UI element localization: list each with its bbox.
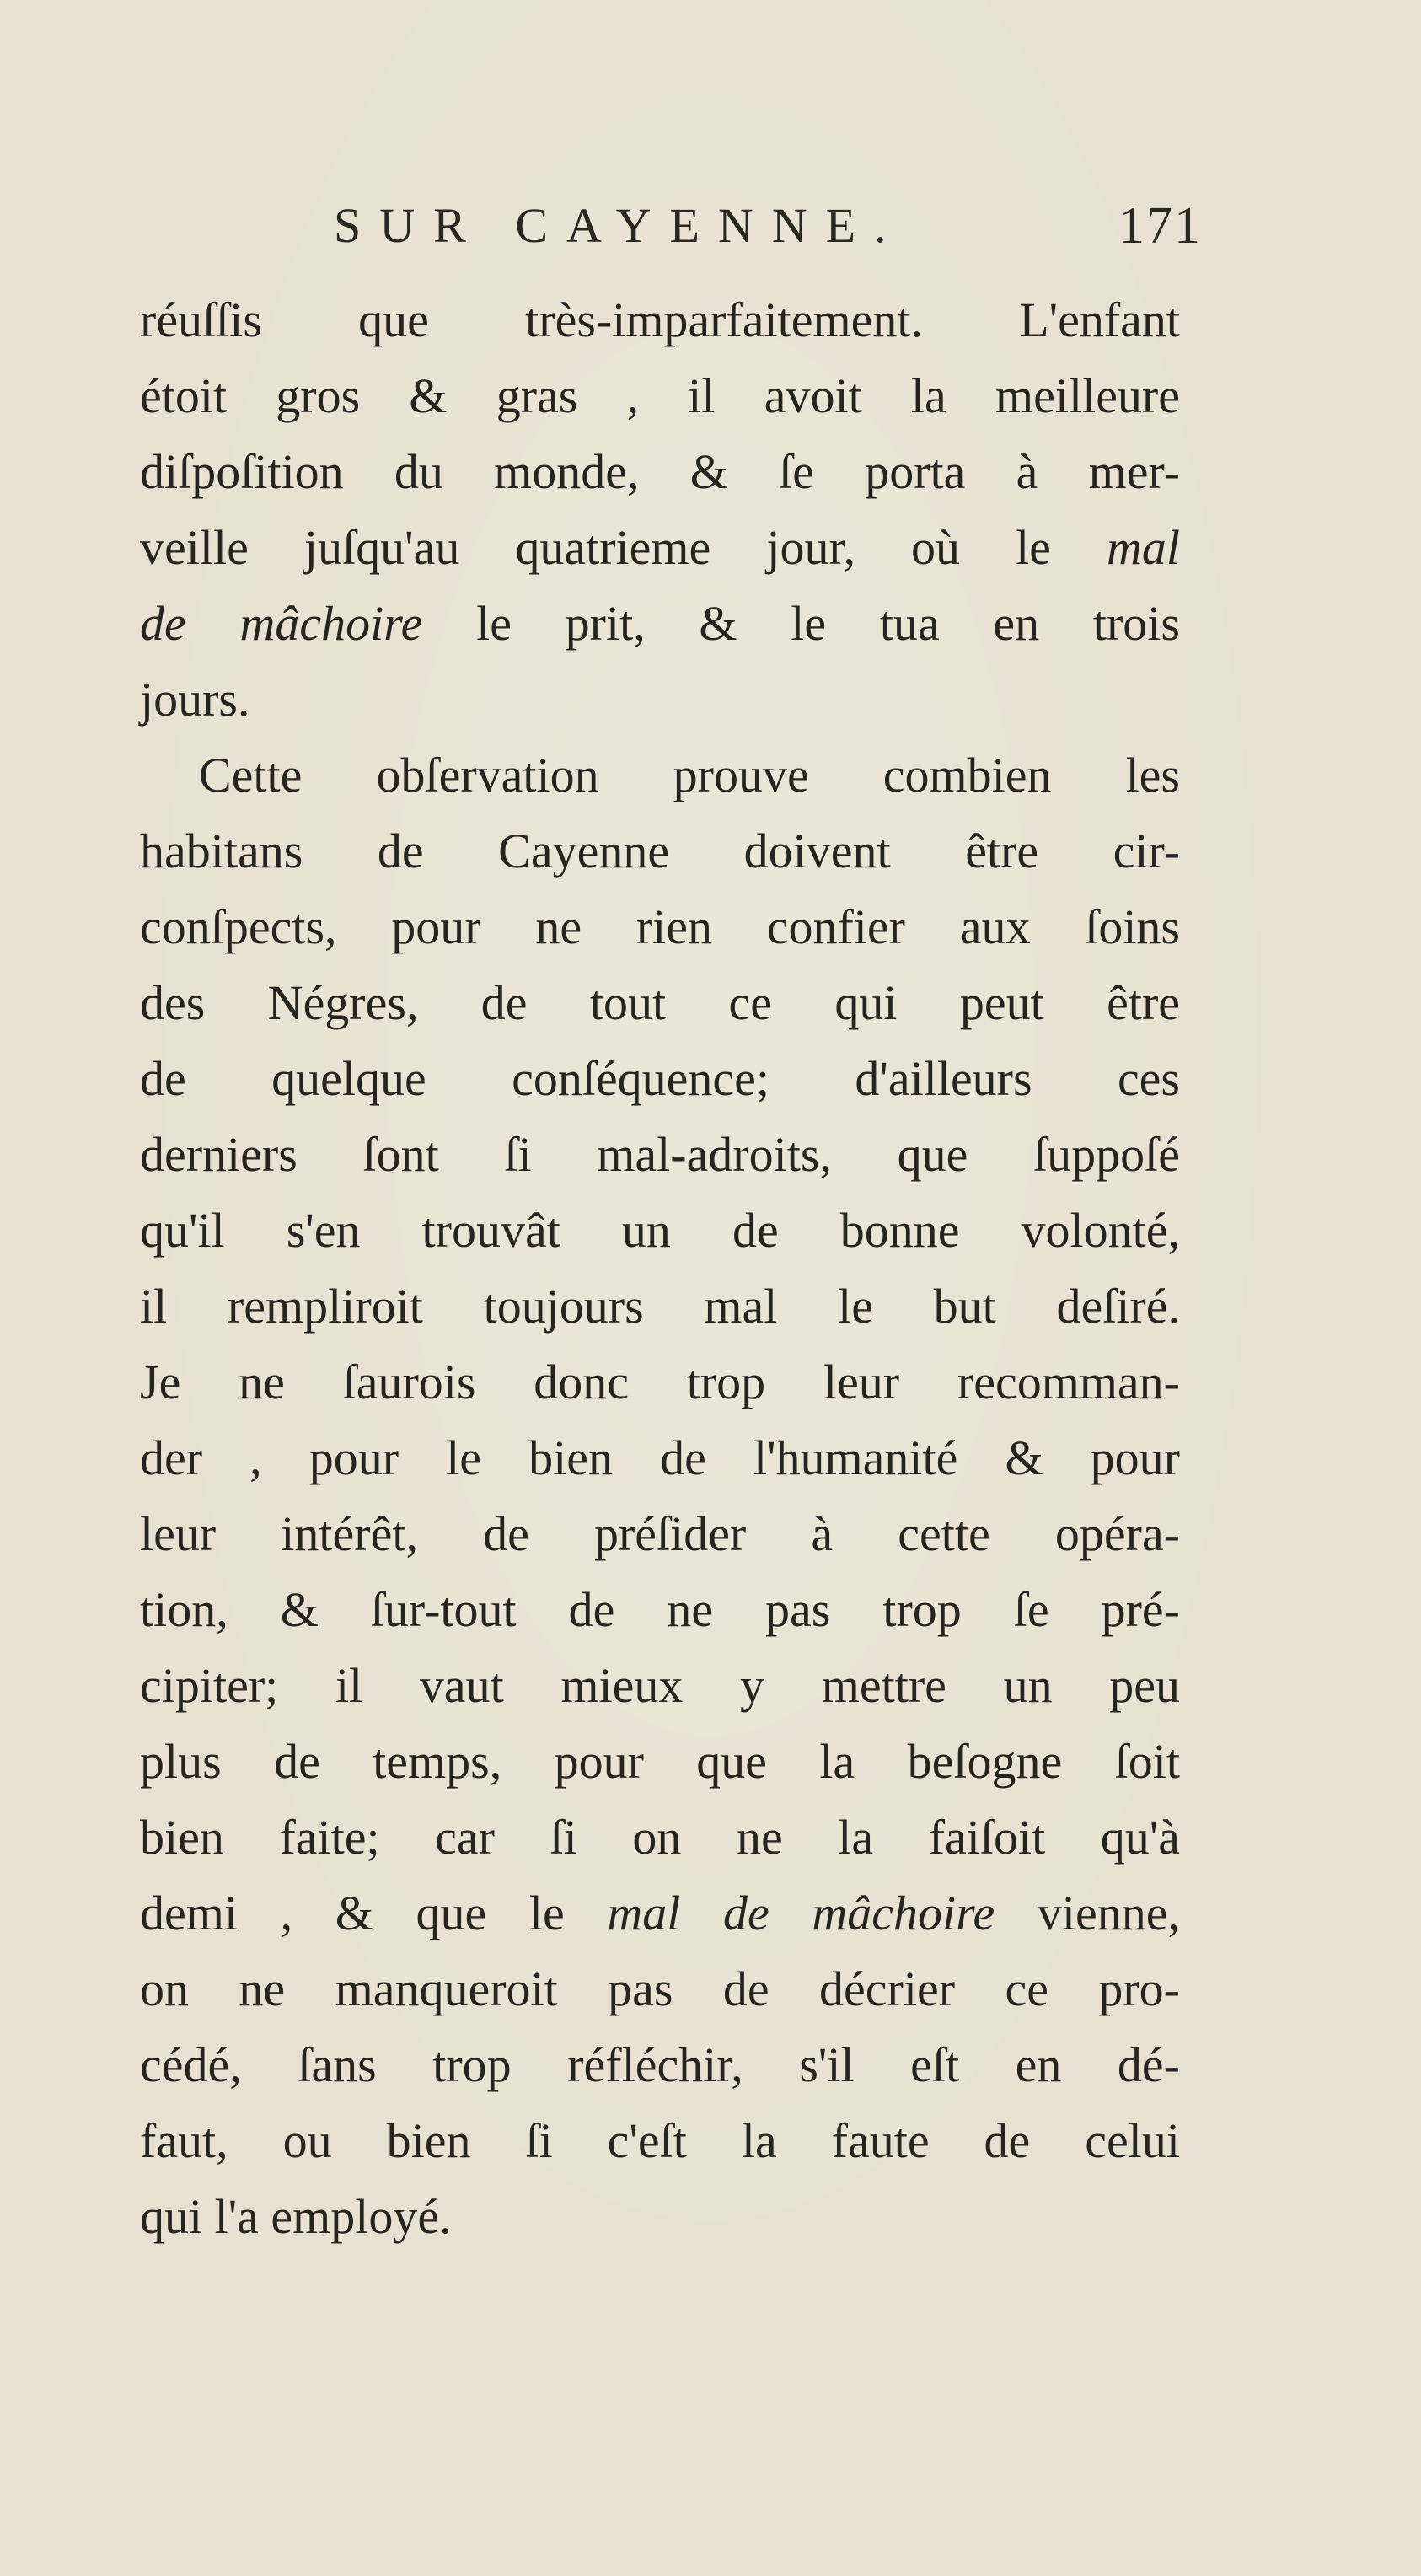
text-line [140, 358, 1180, 434]
text-segment: tion, & ſur-tout de ne pas trop ſe pré- [140, 1582, 1180, 1637]
text-line [140, 586, 1180, 662]
body-text [140, 282, 1180, 2255]
text-segment: leur intérêt, de préſider à cette opéra- [140, 1506, 1180, 1561]
text-segment: Je ne ſaurois donc trop leur recomman- [140, 1355, 1180, 1409]
text-segment: qui l'a employé. [140, 2189, 452, 2244]
text-line [140, 1572, 1180, 1648]
text-segment: réuſſis que très-imparfaitement. L'enfant [140, 292, 1180, 347]
text-segment: on ne manqueroit pas de décrier ce pro- [140, 1962, 1180, 2016]
text-line [140, 889, 1180, 965]
italic-text-segment: mal [1107, 520, 1180, 575]
text-segment: il rempliroit toujours mal le but deſiré. [140, 1279, 1180, 1334]
italic-text-segment: de mâchoire [140, 596, 423, 651]
text-line [140, 2103, 1180, 2179]
text-line [140, 1800, 1180, 1876]
text-line [140, 1420, 1180, 1496]
text-segment: cédé, ſans trop réfléchir, s'il eſt en dé- [140, 2037, 1180, 2092]
text-segment: cipiter; il vaut mieux y mettre un peu [140, 1658, 1180, 1713]
text-segment: habitans de Cayenne doivent être cir- [140, 824, 1180, 878]
text-segment: veille juſqu'au quatrieme jour, où le [140, 520, 1107, 575]
text-line [140, 1648, 1180, 1724]
text-line [140, 2027, 1180, 2103]
text-segment: plus de temps, pour que la beſogne ſoit [140, 1734, 1180, 1789]
text-segment: le prit, & le tua en trois [422, 596, 1180, 651]
text-line [140, 1496, 1180, 1572]
text-line [140, 965, 1180, 1041]
text-line [140, 1041, 1180, 1117]
text-segment: bien faite; car ſi on ne la faiſoit qu'à [140, 1810, 1180, 1865]
running-head: SUR CAYENNE. [334, 198, 905, 253]
page-header [334, 192, 1202, 260]
text-segment: derniers ſont ſi mal-adroits, que ſuppoſé [140, 1127, 1180, 1182]
text-line [140, 2179, 1180, 2255]
text-line [140, 738, 1180, 813]
text-line [140, 510, 1180, 586]
text-line [140, 1344, 1180, 1420]
text-segment: Cette obſervation prouve combien les [199, 748, 1180, 802]
text-segment: faut, ou bien ſi c'eſt la faute de celui [140, 2113, 1180, 2168]
text-segment: demi , & que le [140, 1886, 608, 1940]
text-line [140, 1193, 1180, 1269]
text-line [140, 1951, 1180, 2027]
text-segment: diſpoſition du monde, & ſe porta à mer- [140, 444, 1180, 499]
text-segment: jours. [140, 672, 250, 727]
text-segment: des Négres, de tout ce qui peut être [140, 975, 1180, 1030]
text-segment: de quelque conſéquence; d'ailleurs ces [140, 1051, 1180, 1106]
text-line [140, 1117, 1180, 1193]
text-line [140, 282, 1180, 358]
text-segment: conſpects, pour ne rien confier aux ſoins [140, 899, 1180, 954]
text-line [140, 813, 1180, 889]
text-line [140, 662, 1180, 738]
text-line [140, 1269, 1180, 1344]
text-segment: vienne, [995, 1886, 1180, 1940]
text-segment: der , pour le bien de l'humanité & pour [140, 1430, 1180, 1485]
text-segment: étoit gros & gras , il avoit la meilleure [140, 368, 1180, 423]
text-line [140, 1876, 1180, 1951]
text-line [140, 434, 1180, 510]
italic-text-segment: mal de mâchoire [607, 1886, 995, 1940]
text-line [140, 1724, 1180, 1800]
page-number: 171 [1118, 197, 1202, 255]
text-segment: qu'il s'en trouvât un de bonne volonté, [140, 1203, 1180, 1258]
